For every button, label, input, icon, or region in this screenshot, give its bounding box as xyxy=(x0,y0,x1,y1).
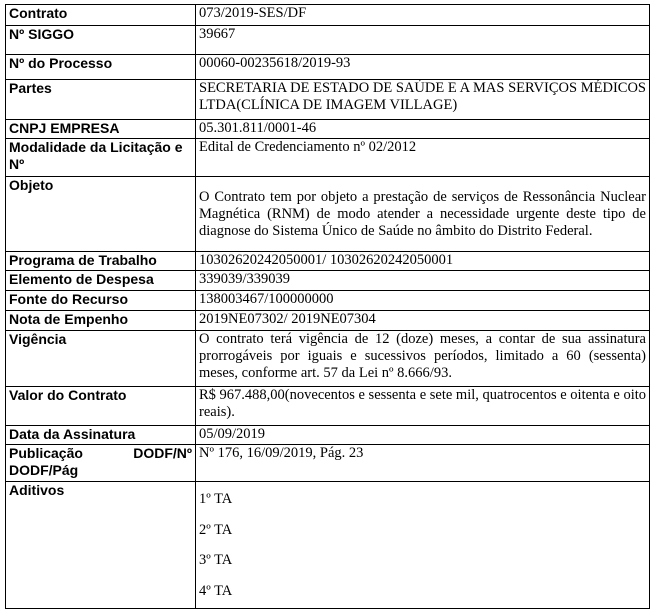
field-label: Nota de Empenho xyxy=(6,311,196,331)
table-row xyxy=(6,55,650,80)
field-value: Edital de Credenciamento nº 02/2012 xyxy=(196,139,650,177)
table-row xyxy=(6,387,650,426)
table-row xyxy=(6,80,650,120)
field-value: SECRETARIA DE ESTADO DE SAÚDE E A MAS SERVIÇOS MÉDICOS LTDA(CLÍNICA DE IMAGEM VILLAGE) xyxy=(196,80,650,120)
field-label: Partes xyxy=(6,80,196,120)
field-label: Programa de Trabalho xyxy=(6,252,196,271)
field-value: 00060-00235618/2019-93 xyxy=(196,55,650,80)
table-row xyxy=(6,26,650,55)
field-label xyxy=(6,445,196,482)
field-label: Fonte do Recurso xyxy=(6,291,196,311)
field-value: O Contrato tem por objeto a prestação de serviços de Ressonância Nuclear Magnética (RNM) de modo atender a necessidade urgente deste tipo de diagnose do Sistema Único de Saúde no âmbito do Distrito Federal. xyxy=(196,177,650,252)
field-label: Nº SIGGO xyxy=(6,26,196,55)
contract-table xyxy=(5,4,650,609)
field-value: R$ 967.488,00(novecentos e sessenta e sete mil, quatrocentos e oitenta e oito reais). xyxy=(196,387,650,426)
table-row xyxy=(6,5,650,26)
field-value: 138003467/100000000 xyxy=(196,291,650,311)
field-value: 073/2019-SES/DF xyxy=(196,5,650,26)
aditivo-item: 2º TA xyxy=(199,521,233,538)
field-label: Contrato xyxy=(6,5,196,26)
table-row xyxy=(6,311,650,331)
table-row xyxy=(6,426,650,445)
table-row xyxy=(6,271,650,291)
field-label: Objeto xyxy=(6,177,196,252)
field-value: 10302620242050001/ 10302620242050001 xyxy=(196,252,650,271)
field-value: O contrato terá vigência de 12 (doze) meses, a contar de sua assinatura prorrogáveis por iguais e sucessivos períodos, limitado a 60 (sessenta) meses, conforme art. 57 da Lei nº 8.666/93. xyxy=(196,331,650,387)
field-value: 2019NE07302/ 2019NE07304 xyxy=(196,311,650,331)
field-label: Modalidade da Licitação e Nº xyxy=(6,139,196,177)
field-label: CNPJ EMPRESA xyxy=(6,120,196,139)
field-label: Vigência xyxy=(6,331,196,387)
aditivo-item: 3º TA xyxy=(199,552,233,568)
field-value: 339039/339039 xyxy=(196,271,650,291)
field-label: Aditivos xyxy=(6,482,196,609)
table-row xyxy=(6,177,650,252)
field-label-text: Publicação DODF/Nº DODF/Pág xyxy=(9,445,192,478)
table-row xyxy=(6,445,650,482)
table-row xyxy=(6,331,650,387)
field-label: Elemento de Despesa xyxy=(6,271,196,291)
field-value: 39667 xyxy=(196,26,650,55)
table-row xyxy=(6,139,650,177)
contract-document xyxy=(5,4,650,609)
field-label: Valor do Contrato xyxy=(6,387,196,426)
table-row xyxy=(6,120,650,139)
field-label: Nº do Processo xyxy=(6,55,196,80)
table-row xyxy=(6,482,650,609)
field-label: Data da Assinatura xyxy=(6,426,196,445)
field-value xyxy=(196,482,650,609)
aditivo-item: 1º TA xyxy=(199,491,233,507)
field-value: Nº 176, 16/09/2019, Pág. 23 xyxy=(196,445,650,482)
table-row xyxy=(6,291,650,311)
table-row xyxy=(6,252,650,271)
field-value: 05.301.811/0001-46 xyxy=(196,120,650,139)
aditivo-item: 4º TA xyxy=(199,582,233,599)
field-value: 05/09/2019 xyxy=(196,426,650,445)
